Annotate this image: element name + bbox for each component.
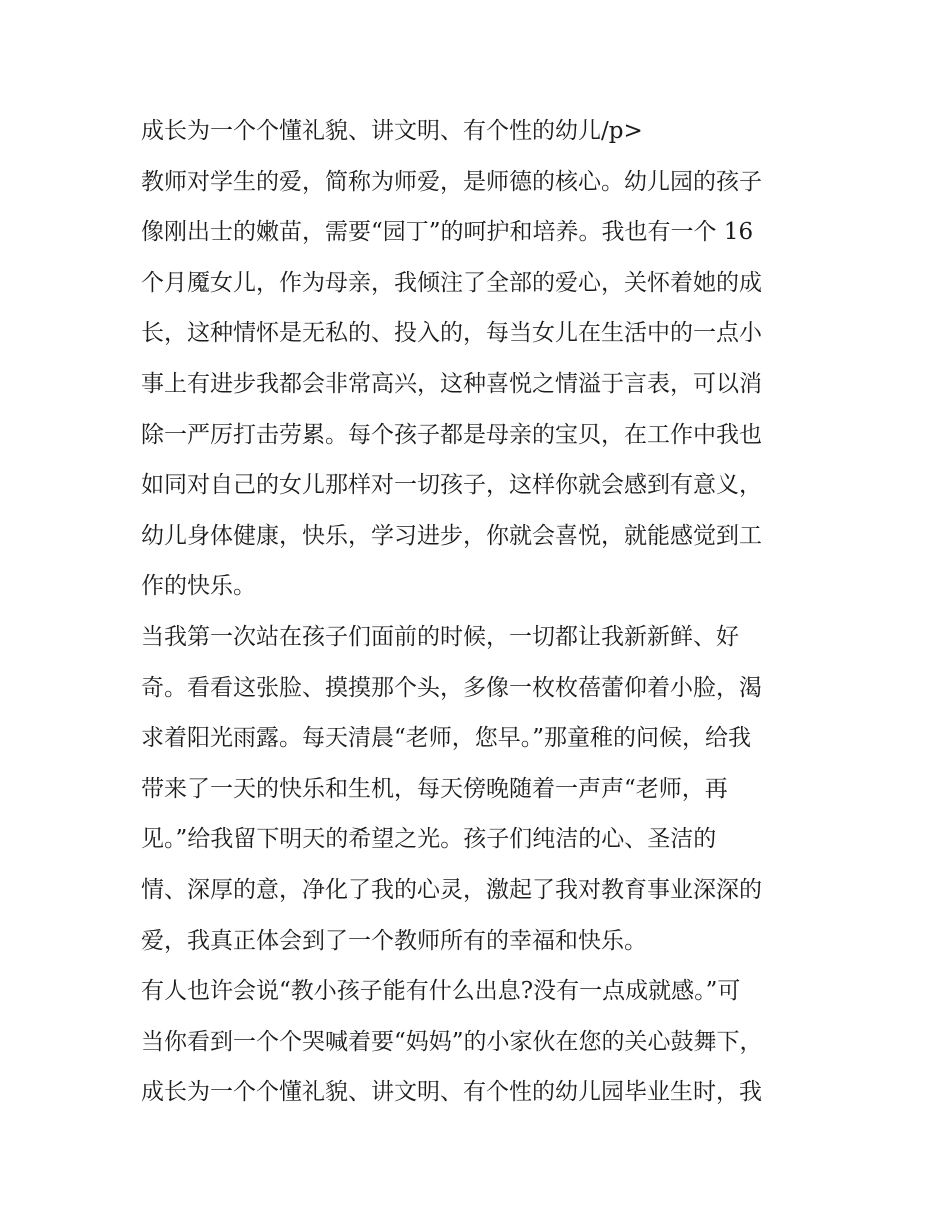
text-line: 教师对学生的爱，简称为师爱，是师德的核心。幼儿园的孩子 (141, 168, 762, 195)
text-line: 求着阳光雨露。每天清晨“老师，您早。”那童稚的问候，给我 (141, 725, 752, 752)
document-body (141, 106, 821, 1118)
text-line: 事上有进步我都会非常高兴，这种喜悦之情溢于言表，可以消 (141, 370, 762, 397)
text-line: 当我第一次站在孩子们面前的时候，一切都让我新新鲜、好 (141, 623, 739, 650)
text-line: 有人也许会说“教小孩子能有什么出息?没有一点成就感。”可 (141, 978, 741, 1005)
text-line: 幼儿身体健康，快乐，学习进步，你就会喜悦，就能感觉到工 (141, 522, 762, 549)
text-line: 如同对自己的女儿那样对一切孩子，这样你就会感到有意义， (141, 472, 762, 499)
text-line: 除一严厉打击劳累。每个孩子都是母亲的宝贝，在工作中我也 (141, 421, 762, 448)
text-line: 作的快乐。 (141, 573, 256, 600)
text-line: 带来了一天的快乐和生机，每天傍晚随着一声声“老师，再 (141, 775, 728, 802)
text-line: 当你看到一个个哭喊着要“妈妈”的小家伙在您的关心鼓舞下， (141, 1028, 763, 1055)
text-line: 成长为一个个懂礼貌、讲文明、有个性的幼儿园毕业生时，我 (141, 1079, 762, 1106)
text-line: 情、深厚的意，净化了我的心灵，激起了我对教育事业深深的 (141, 876, 762, 903)
text-line: 像刚出士的嫩苗，需要“园丁”的呵护和培养。我也有一个 16 (141, 219, 754, 246)
text-line: 爱，我真正体会到了一个教师所有的幸福和快乐。 (141, 927, 647, 954)
text-line: 奇。看看这张脸、摸摸那个头，多像一枚枚蓓蕾仰着小脸，渴 (141, 674, 762, 701)
text-line: 个月魇女儿，作为母亲，我倾注了全部的爱心，关怀着她的成 (141, 269, 762, 296)
text-line: 见。”给我留下明天的希望之光。孩子们纯洁的心、圣洁的 (141, 826, 717, 853)
text-line: 成长为一个个懂礼貌、讲文明、有个性的幼儿/p> (141, 118, 643, 144)
text-line: 长，这种情怀是无私的、投入的，每当女儿在生活中的一点小 (141, 320, 762, 347)
